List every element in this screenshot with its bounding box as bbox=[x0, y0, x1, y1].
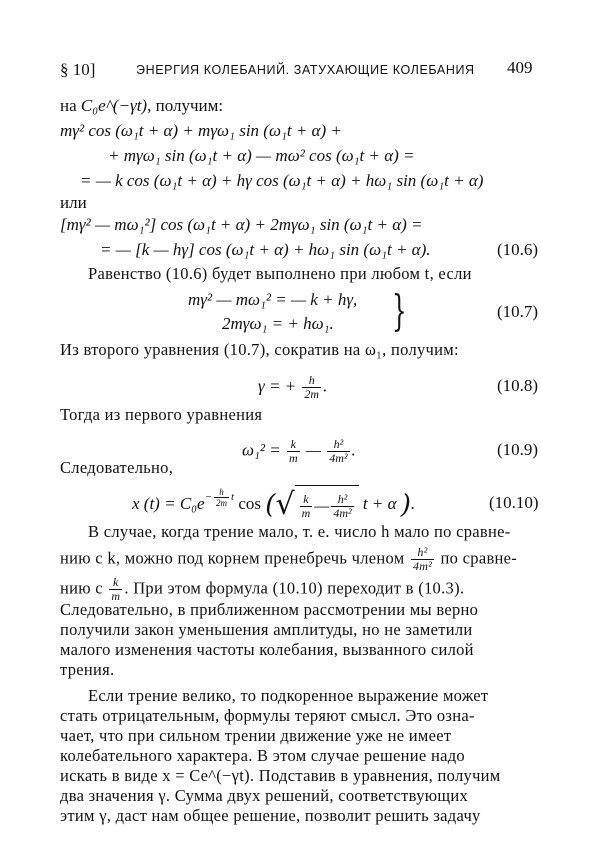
minus-sign: — bbox=[305, 440, 322, 460]
text-line: Тогда из первого уравнения bbox=[60, 405, 263, 424]
text-fragment: по сравне- bbox=[440, 548, 518, 568]
fraction-numerator: h² bbox=[411, 546, 434, 560]
fraction bbox=[300, 493, 313, 520]
fraction-denominator: 4m² bbox=[412, 559, 433, 573]
eq-tail: t + α bbox=[362, 494, 397, 513]
exponent-sign: − bbox=[204, 491, 213, 503]
intro-line bbox=[60, 96, 223, 116]
equation-number: (10.6) bbox=[497, 240, 539, 259]
cos-function: cos bbox=[238, 494, 262, 513]
exponent-fraction bbox=[214, 487, 229, 508]
exponent bbox=[204, 486, 235, 508]
intro-na: на bbox=[60, 96, 77, 115]
eq-lhs: x (t) = C₀e bbox=[132, 494, 205, 513]
text-line: чает, что при сильном трении движение уже не имеет bbox=[60, 726, 452, 745]
equation-number: (10.7) bbox=[497, 302, 539, 321]
right-paren: ) bbox=[400, 490, 411, 521]
fraction bbox=[109, 576, 122, 603]
sqrt-sign: √ bbox=[275, 487, 295, 523]
fraction-numerator: h² bbox=[331, 493, 353, 507]
text-line: два значения γ. Сумма двух решений, соответствующих bbox=[60, 786, 469, 805]
equation-10-7-line2: 2mγω₁ = + hω₁. bbox=[222, 314, 334, 333]
eq-lhs: ω₁² = bbox=[242, 440, 281, 460]
equation-10-6-line1: [mγ² — mω₁²] cos (ω₁t + α) + 2mγω₁ sin (ω₁t + α) = bbox=[60, 215, 423, 234]
page-number: 409 bbox=[507, 58, 533, 77]
exponent-t: t bbox=[231, 491, 235, 503]
equation-number: (10.9) bbox=[497, 440, 539, 459]
text-line: Следовательно, в приближенном рассмотрении мы верно bbox=[60, 600, 479, 619]
intro-then: , получим: bbox=[147, 96, 224, 115]
fraction-denominator: m bbox=[301, 506, 311, 521]
section-marker: § 10] bbox=[60, 60, 96, 79]
equation-line: = — k cos (ω₁t + α) + hγ cos (ω₁t + α) + hω₁ sin (ω₁t + α) bbox=[80, 171, 484, 190]
text-fragment: нию с k, можно под корнем пренебречь членом bbox=[60, 548, 405, 568]
text-line bbox=[60, 546, 517, 573]
text-line: получили закон уменьшения амплитуды, но не заметили bbox=[60, 620, 473, 639]
equation-10-7-line1: mγ² — mω₁² = — k + hγ, bbox=[188, 290, 358, 309]
equation-10-8 bbox=[258, 374, 327, 401]
text-line: В случае, когда трение мало, т. е. число h мало по сравне- bbox=[88, 522, 511, 541]
eq-tail: . bbox=[351, 440, 356, 460]
text-line: малого изменения частоты колебания, вызванного силой bbox=[60, 640, 474, 659]
fraction-denominator: m bbox=[111, 589, 121, 603]
intro-expression: C₀e^(−γt) bbox=[80, 96, 148, 115]
text-line: этим γ, даст нам общее решение, позволит решить задачу bbox=[60, 806, 481, 825]
fraction-numerator: h bbox=[214, 487, 229, 498]
eq-lhs: γ = + bbox=[258, 376, 297, 396]
fraction-denominator: 4m² bbox=[333, 506, 352, 521]
fraction bbox=[411, 546, 434, 573]
fraction bbox=[327, 438, 349, 465]
fraction-denominator: 4m² bbox=[329, 451, 348, 465]
text-fragment: нию с bbox=[60, 578, 103, 598]
or-word: или bbox=[60, 193, 87, 212]
text-line: трения. bbox=[60, 660, 115, 679]
eq-tail: . bbox=[323, 376, 328, 396]
text-line: Следовательно, bbox=[60, 458, 174, 477]
radicand bbox=[295, 485, 359, 526]
equation-number: (10.10) bbox=[489, 493, 539, 512]
text-line: Из второго уравнения (10.7), сократив на ω₁, получим: bbox=[60, 340, 459, 359]
left-paren: ( bbox=[265, 490, 276, 521]
fraction-numerator: k bbox=[300, 493, 313, 507]
text-line: искать в виде x = Ce^(−γt). Подставив в уравнения, получим bbox=[60, 766, 501, 785]
fraction-numerator: k bbox=[287, 438, 300, 452]
running-title: ЭНЕРГИЯ КОЛЕБАНИЙ. ЗАТУХАЮЩИЕ КОЛЕБАНИЯ bbox=[136, 63, 475, 77]
text-line bbox=[60, 576, 464, 603]
text-line: Если трение велико, то подкоренное выражение может bbox=[88, 686, 489, 705]
right-brace: } bbox=[392, 286, 407, 335]
fraction-numerator: h² bbox=[327, 438, 349, 452]
equation-10-10: x $(t) = C_0e^{- \frac{h}{2m} t}$ cos (√ $\frac{k}{m}$ — $\frac{\text{h²}}{\text{4m²}}$ t + α ). bbox=[132, 484, 415, 526]
fraction bbox=[331, 493, 353, 520]
fraction-denominator: 2m bbox=[304, 387, 320, 401]
equation-line: mγ² cos (ω₁t + α) + mγω₁ sin (ω₁t + α) + bbox=[60, 121, 342, 140]
equation-number: (10.8) bbox=[497, 376, 539, 395]
fraction bbox=[287, 438, 300, 465]
minus-sign: — bbox=[314, 495, 330, 515]
fraction-numerator: k bbox=[109, 576, 122, 590]
text-line: Равенство (10.6) будет выполнено при любом t, если bbox=[88, 264, 472, 283]
text-fragment: . При этом формула (10.10) переходит в (10.3). bbox=[124, 578, 465, 598]
equation-10-6-line2: = — [k — hγ] cos (ω₁t + α) + hω₁ sin (ω₁t + α). bbox=[100, 240, 431, 259]
equation-10-9 bbox=[242, 438, 356, 465]
fraction bbox=[302, 374, 321, 401]
fraction-denominator: 2m bbox=[216, 497, 228, 508]
text-line: стать отрицательным, формулы теряют смысл. Это озна- bbox=[60, 706, 475, 725]
fraction-numerator: h bbox=[302, 374, 321, 388]
equation-line: + mγω₁ sin (ω₁t + α) — mω² cos (ω₁t + α) = bbox=[108, 146, 415, 165]
text-line: колебательного характера. В этом случае решение надо bbox=[60, 746, 465, 765]
fraction-denominator: m bbox=[288, 451, 298, 465]
